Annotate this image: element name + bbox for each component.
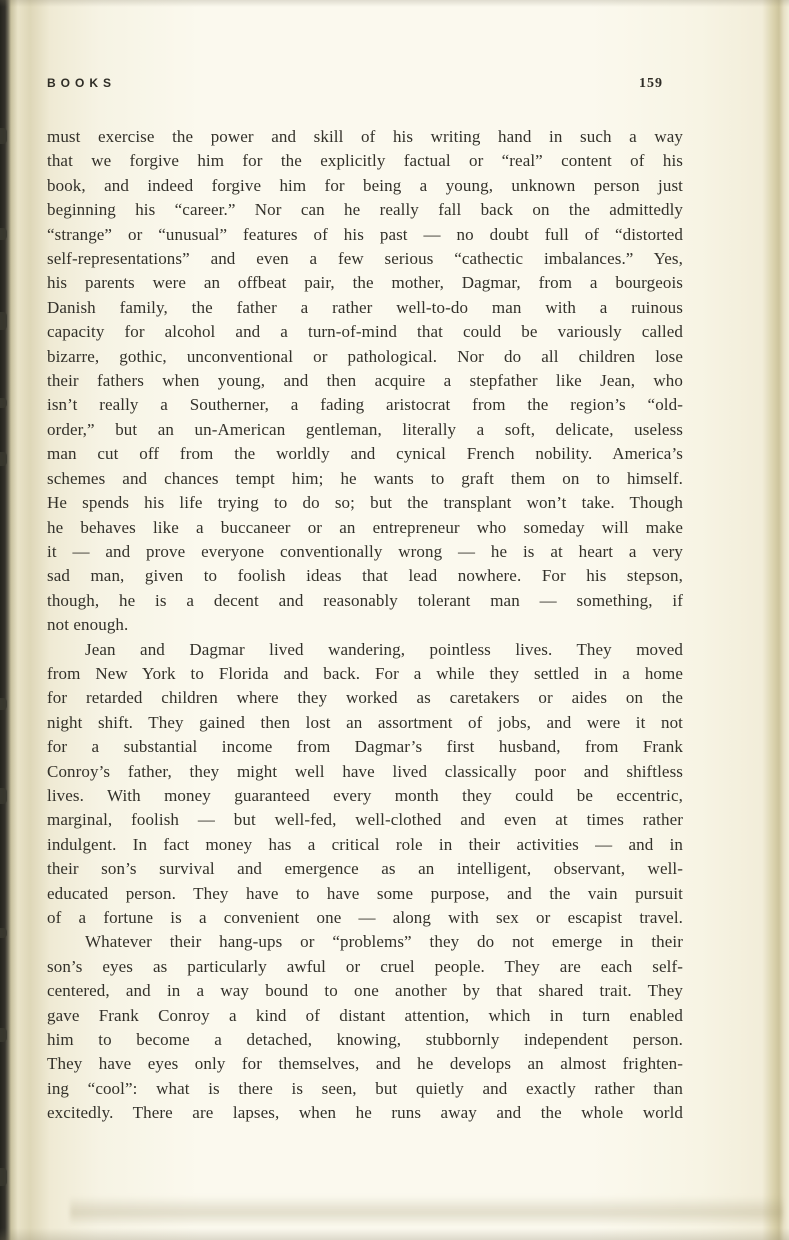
- text-line: that we forgive him for the explicitly factual or “real” content of his: [47, 151, 683, 171]
- text-line: man cut off from the worldly and cynical French nobility. America’s: [47, 444, 683, 464]
- text-line: son’s eyes as particularly awful or cruel people. They are each self-: [47, 956, 683, 976]
- paragraph: [47, 930, 683, 1125]
- text-line: bizarre, gothic, unconventional or pathological. Nor do all children lose: [47, 346, 683, 366]
- text-line: his parents were an offbeat pair, the mother, Dagmar, from a bourgeois: [47, 273, 683, 293]
- page-number: 159: [639, 76, 663, 91]
- page-header: [47, 76, 683, 92]
- text-line: educated person. They have to have some purpose, and the vain pursuit: [47, 883, 683, 903]
- text-line: schemes and chances tempt him; he wants to graft them on to himself.: [47, 468, 683, 488]
- text-line: though, he is a decent and reasonably tolerant man — something, if: [47, 590, 683, 610]
- text-line: from New York to Florida and back. For a while they settled in a home: [47, 663, 683, 683]
- page-edge-mark: [0, 312, 7, 330]
- text-line: isn’t really a Southerner, a fading aristocrat from the region’s “old-: [47, 395, 683, 415]
- text-line: of a fortune is a convenient one — along with sex or escapist travel.: [47, 908, 683, 927]
- text-line: not enough.: [47, 615, 129, 635]
- running-head: BOOKS: [47, 76, 117, 90]
- page-edge-mark: [0, 452, 7, 466]
- text-line: self-representations” and even a few serious “cathectic imbalances.” Yes,: [47, 249, 683, 269]
- text-line: lives. With money guaranteed every month they could be eccentric,: [47, 785, 683, 805]
- page-edge-mark: [0, 928, 7, 938]
- text-line: must exercise the power and skill of his writing hand in such a way: [47, 127, 683, 146]
- text-line: it — and prove everyone conventionally wrong — he is at heart a very: [47, 541, 683, 561]
- text-line: order,” but an un-American gentleman, literally a soft, delicate, useless: [47, 419, 683, 439]
- text-line: book, and indeed forgive him for being a young, unknown person just: [47, 175, 683, 195]
- page-edge-mark: [0, 228, 7, 240]
- text-line: Jean and Dagmar lived wandering, pointless lives. They moved: [85, 639, 683, 659]
- text-line: Conroy’s father, they might well have lived classically poor and shiftless: [47, 761, 683, 781]
- text-line: Whatever their hang-ups or “problems” they do not emerge in their: [85, 932, 683, 952]
- text-line: for a substantial income from Dagmar’s first husband, from Frank: [47, 737, 683, 757]
- text-line: capacity for alcohol and a turn-of-mind that could be variously called: [47, 322, 683, 342]
- text-line: beginning his “career.” Nor can he really fall back on the admittedly: [47, 200, 683, 220]
- page-content: [47, 76, 683, 1126]
- text-line: Danish family, the father a rather well-to-do man with a ruinous: [47, 297, 683, 317]
- text-line: marginal, foolish — but well-fed, well-clothed and even at times rather: [47, 810, 683, 830]
- text-line: indulgent. In fact money has a critical role in their activities — and in: [47, 834, 683, 854]
- text-line: sad man, given to foolish ideas that lead nowhere. For his stepson,: [47, 566, 683, 586]
- page-edge-mark: [0, 128, 7, 144]
- text-line: gave Frank Conroy a kind of distant attention, which in turn enabled: [47, 1005, 683, 1025]
- text-line: “strange” or “unusual” features of his past — no doubt full of “distorted: [47, 224, 683, 244]
- text-block: [47, 125, 683, 1126]
- paragraph: [47, 638, 683, 931]
- text-line: excitedly. There are lapses, when he runs away and the whole world: [47, 1103, 683, 1123]
- text-line: He spends his life trying to do so; but the transplant won’t take. Though: [47, 493, 683, 513]
- text-line: ing “cool”: what is there is seen, but quietly and exactly rather than: [47, 1078, 683, 1098]
- page-edge-mark: [0, 698, 7, 710]
- page-edge-mark: [0, 788, 7, 804]
- text-line: their fathers when young, and then acquire a stepfather like Jean, who: [47, 371, 683, 391]
- page-edge-mark: [0, 1168, 7, 1186]
- text-line: him to become a detached, knowing, stubbornly independent person.: [47, 1030, 683, 1050]
- text-line: centered, and in a way bound to one another by that shared trait. They: [47, 981, 683, 1001]
- page-edge-mark: [0, 1028, 7, 1042]
- text-line: he behaves like a buccaneer or an entrepreneur who someday will make: [47, 517, 683, 537]
- text-line: their son’s survival and emergence as an intelligent, observant, well-: [47, 859, 683, 879]
- paragraph: [47, 125, 683, 638]
- page-edge-mark: [0, 398, 7, 408]
- page-bottom-shadow: [70, 1196, 783, 1226]
- text-line: They have eyes only for themselves, and he develops an almost frighten-: [47, 1054, 683, 1074]
- text-line: for retarded children where they worked as caretakers or aides on the: [47, 688, 683, 708]
- text-line: night shift. They gained then lost an assortment of jobs, and were it not: [47, 712, 683, 732]
